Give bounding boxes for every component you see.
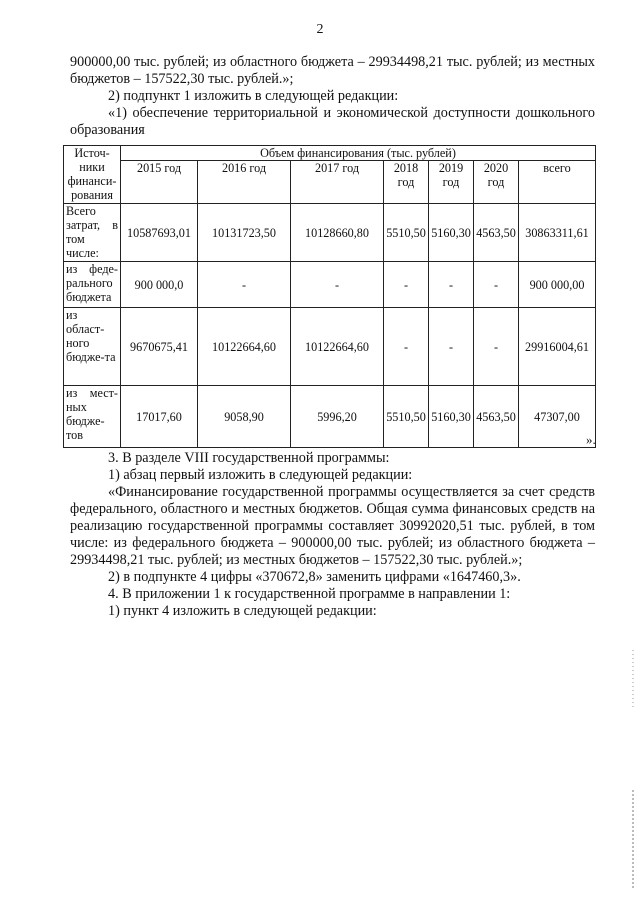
cell: -: [429, 262, 474, 308]
cell: 9670675,41: [121, 308, 198, 386]
years-row: [64, 161, 596, 204]
cell: 17017,60: [121, 386, 198, 448]
cell: -: [429, 308, 474, 386]
section-3-quote: «Финансирование государственной программы осуществляется за счет средств федерального, областного и местных бюджетов. Общая сумма финансовых средств на реализацию государственной программы составляет 30992020,51 тыс. рублей, в том числе: из федерального бюджета – 900000,00 тыс. рублей; из областного бюджета – 29934498,21 тыс. рублей; из местных бюджетов – 157522,30 тыс. рублей.»;: [70, 484, 595, 568]
section-3: [70, 450, 595, 620]
cell: 29916004,61: [519, 308, 596, 386]
section-3-item-1: 1) абзац первый изложить в следующей редакции:: [108, 467, 413, 483]
year-2020: 2020 год: [474, 161, 519, 204]
year-total: всего: [519, 161, 596, 204]
table-header-row: [64, 146, 596, 161]
page-number: 2: [316, 22, 324, 37]
cell: 4563,50: [474, 204, 519, 262]
row-label-local: из мест-ных бюдже-тов: [64, 386, 121, 448]
table-row: [64, 386, 596, 448]
cell: 4563,50: [474, 386, 519, 448]
cell: 5510,50: [384, 386, 429, 448]
year-2018: 2018 год: [384, 161, 429, 204]
cell: -: [474, 262, 519, 308]
cell: 30863311,61: [519, 204, 596, 262]
cell: 10587693,01: [121, 204, 198, 262]
section-4-heading: 4. В приложении 1 к государственной программе в направлении 1:: [108, 586, 511, 602]
cell: 900 000,00: [519, 262, 596, 308]
table-row: [64, 308, 596, 386]
row-label-federal: из феде-рального бюджета: [64, 262, 121, 308]
row-label-total: Всего затрат, в том числе:: [64, 204, 121, 262]
scan-edge-marks: [630, 640, 636, 900]
intro-item-2: 2) подпункт 1 изложить в следующей редакции:: [108, 88, 399, 104]
row-label-regional: из област-ного бюдже-та: [64, 308, 121, 386]
table-row: [64, 204, 596, 262]
cell: 5160,30: [429, 386, 474, 448]
table-row: [64, 262, 596, 308]
intro-continuation: 900000,00 тыс. рублей; из областного бюджета – 29934498,21 тыс. рублей; из местных бюджетов – 157522,30 тыс. рублей.»;: [70, 54, 595, 87]
cell: 900 000,0: [121, 262, 198, 308]
cell: -: [384, 308, 429, 386]
cell: 5160,30: [429, 204, 474, 262]
cell: -: [474, 308, 519, 386]
cell: 10122664,60: [291, 308, 384, 386]
cell: 9058,90: [198, 386, 291, 448]
year-2016: 2016 год: [198, 161, 291, 204]
cell: 47307,00: [519, 386, 596, 448]
intro-block: [70, 54, 595, 139]
volume-header: Объем финансирования (тыс. рублей): [121, 146, 596, 161]
intro-quote: «1) обеспечение территориальной и экономической доступности дошкольного образования: [70, 105, 595, 138]
cell: 5510,50: [384, 204, 429, 262]
section-3-heading: 3. В разделе VIII государственной программы:: [108, 450, 390, 466]
cell: 10131723,50: [198, 204, 291, 262]
section-3-item-2: 2) в подпункте 4 цифры «370672,8» заменить цифрами «1647460,3».: [108, 569, 521, 585]
section-4-item-1: 1) пункт 4 изложить в следующей редакции:: [108, 603, 377, 619]
cell: -: [198, 262, 291, 308]
source-header: Источ-ники финанси-рования: [64, 146, 121, 204]
cell: 10128660,80: [291, 204, 384, 262]
table-closing-quote: ».: [586, 432, 596, 447]
year-2015: 2015 год: [121, 161, 198, 204]
cell: 10122664,60: [198, 308, 291, 386]
year-2017: 2017 год: [291, 161, 384, 204]
year-2019: 2019 год: [429, 161, 474, 204]
cell: -: [384, 262, 429, 308]
cell: 5996,20: [291, 386, 384, 448]
cell: -: [291, 262, 384, 308]
financing-table: [63, 145, 596, 448]
